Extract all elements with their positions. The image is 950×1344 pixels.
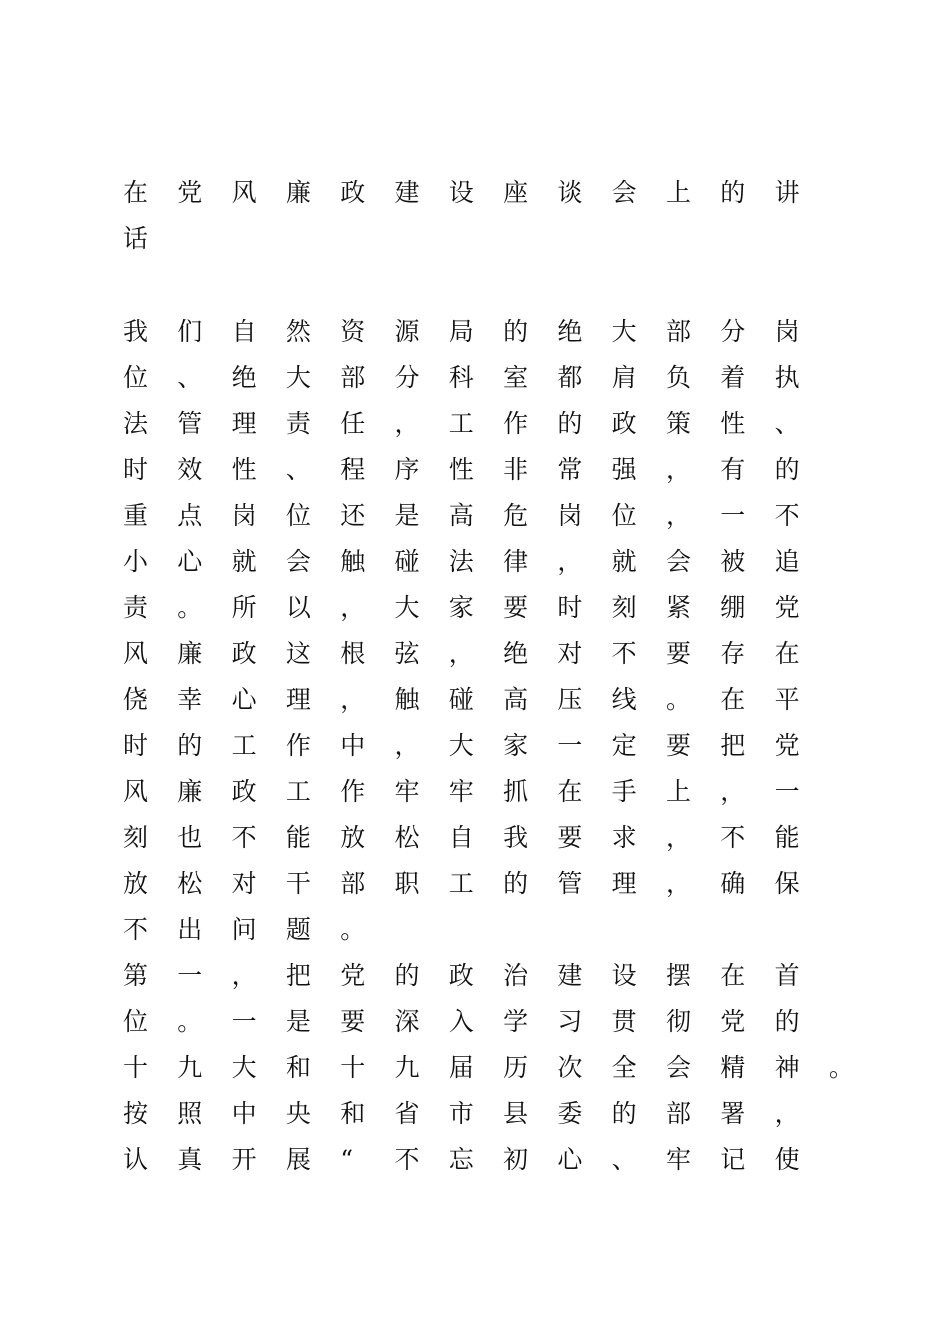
text-char: 在	[557, 777, 583, 806]
text-char: 话	[123, 224, 149, 253]
text-char: 的	[774, 455, 800, 484]
text-char: 高	[503, 685, 529, 714]
text-char: 绝	[231, 363, 257, 392]
body-line	[123, 631, 883, 677]
text-char: 理	[285, 685, 311, 714]
text-char: 署	[720, 1099, 746, 1128]
text-char: 对	[557, 639, 583, 668]
text-char: 设	[448, 178, 474, 207]
text-char: 工	[448, 409, 474, 438]
body-line	[123, 723, 883, 769]
text-char: 省	[394, 1099, 420, 1128]
text-char: 题	[285, 915, 311, 944]
body-line	[123, 447, 883, 493]
text-char: ，	[665, 501, 691, 530]
body-line	[123, 309, 883, 355]
text-char: 责	[285, 409, 311, 438]
text-char: 性	[448, 455, 474, 484]
text-char: 记	[720, 1145, 746, 1174]
text-char: 彻	[665, 1007, 691, 1036]
text-char: 不	[231, 823, 257, 852]
text-char: 我	[123, 317, 149, 346]
text-char: 小	[123, 547, 149, 576]
body-line	[123, 677, 883, 723]
text-char: 风	[123, 777, 149, 806]
text-char: 政	[611, 409, 637, 438]
text-char: 党	[720, 1007, 746, 1036]
text-char: 会	[665, 547, 691, 576]
text-char: 管	[177, 409, 203, 438]
text-char: 责	[123, 593, 149, 622]
text-char: 要	[557, 823, 583, 852]
text-char: 贯	[611, 1007, 637, 1036]
text-char: 分	[394, 363, 420, 392]
text-char: 律	[503, 547, 529, 576]
text-char: 不	[394, 1145, 420, 1174]
text-char: 我	[503, 823, 529, 852]
body-line	[123, 1091, 883, 1137]
text-char: 问	[231, 915, 257, 944]
text-char: 心	[177, 547, 203, 576]
text-char: 开	[231, 1145, 257, 1174]
document-title	[123, 170, 829, 262]
text-char: 工	[448, 869, 474, 898]
text-char: 松	[394, 823, 420, 852]
text-char: 要	[665, 639, 691, 668]
text-char: 大	[394, 593, 420, 622]
text-char: 这	[285, 639, 311, 668]
text-char: 牢	[394, 777, 420, 806]
text-char: 廉	[285, 178, 311, 207]
text-char: 危	[503, 501, 529, 530]
text-char: 法	[448, 547, 474, 576]
text-char: 是	[285, 1007, 311, 1036]
text-char: 在	[123, 178, 149, 207]
text-char: 强	[611, 455, 637, 484]
text-char: 心	[557, 1145, 583, 1174]
text-char: 理	[611, 869, 637, 898]
text-char: 理	[231, 409, 257, 438]
text-char: 廉	[177, 639, 203, 668]
body-line	[123, 1137, 883, 1183]
text-char: 摆	[665, 961, 691, 990]
text-char: 党	[340, 961, 366, 990]
body-line	[123, 539, 883, 585]
text-char: 讲	[774, 178, 800, 207]
text-char: 求	[611, 823, 637, 852]
text-char: 对	[231, 869, 257, 898]
text-char: 执	[774, 363, 800, 392]
text-char: 央	[285, 1099, 311, 1128]
text-char: 在	[720, 685, 746, 714]
body-line	[123, 953, 883, 999]
text-char: 非	[503, 455, 529, 484]
text-char: 初	[503, 1145, 529, 1174]
text-char: 侥	[123, 685, 149, 714]
text-char: 分	[720, 317, 746, 346]
text-char: ，	[340, 593, 366, 622]
text-char: 高	[448, 501, 474, 530]
text-char: 政	[231, 777, 257, 806]
text-char: 次	[557, 1053, 583, 1082]
text-char: 一	[177, 961, 203, 990]
text-char: 历	[503, 1053, 529, 1082]
text-char: 上	[665, 777, 691, 806]
text-char: 科	[448, 363, 474, 392]
text-char: 一	[720, 501, 746, 530]
text-char: 一	[557, 731, 583, 760]
text-char: 工	[285, 777, 311, 806]
text-char: 位	[123, 1007, 149, 1036]
text-char: 紧	[665, 593, 691, 622]
document-body	[123, 309, 883, 1183]
text-char: 、	[611, 1145, 637, 1174]
text-char: 不	[611, 639, 637, 668]
text-char: 序	[394, 455, 420, 484]
text-char: 手	[611, 777, 637, 806]
text-char: 风	[231, 178, 257, 207]
text-char: 线	[611, 685, 637, 714]
text-char: 使	[774, 1145, 800, 1174]
text-char: 建	[394, 178, 420, 207]
text-char: 政	[231, 639, 257, 668]
body-line	[123, 861, 883, 907]
text-char: 追	[774, 547, 800, 576]
text-char: 职	[394, 869, 420, 898]
body-line	[123, 355, 883, 401]
text-char: 部	[665, 317, 691, 346]
text-char: 首	[774, 961, 800, 990]
text-char: ，	[720, 777, 746, 806]
text-char: 、	[177, 363, 203, 392]
text-char: 部	[340, 363, 366, 392]
text-char: 不	[123, 915, 149, 944]
text-char: 和	[340, 1099, 366, 1128]
text-char: 绝	[503, 639, 529, 668]
text-char: 家	[448, 593, 474, 622]
text-char: 政	[448, 961, 474, 990]
text-char: 十	[123, 1053, 149, 1082]
text-char: 刻	[123, 823, 149, 852]
text-char: 岗	[557, 501, 583, 530]
text-char: 把	[720, 731, 746, 760]
text-char: 绝	[557, 317, 583, 346]
text-char: 程	[340, 455, 366, 484]
text-char: 也	[177, 823, 203, 852]
text-char: 谈	[557, 178, 583, 207]
body-line	[123, 815, 883, 861]
text-char: 部	[340, 869, 366, 898]
text-char: 能	[774, 823, 800, 852]
text-char: 是	[394, 501, 420, 530]
text-char: 作	[503, 409, 529, 438]
text-char: 心	[231, 685, 257, 714]
text-char: 自	[448, 823, 474, 852]
text-char: 的	[557, 409, 583, 438]
text-char: 松	[177, 869, 203, 898]
text-char: 时	[123, 455, 149, 484]
text-char: 存	[720, 639, 746, 668]
text-char: 的	[774, 1007, 800, 1036]
text-char: 所	[231, 593, 257, 622]
text-char: 还	[340, 501, 366, 530]
text-char: 们	[177, 317, 203, 346]
text-char: 放	[123, 869, 149, 898]
text-char: 精	[720, 1053, 746, 1082]
text-char: 工	[231, 731, 257, 760]
text-char: 设	[611, 961, 637, 990]
text-char: 就	[231, 547, 257, 576]
text-char: 不	[720, 823, 746, 852]
text-char: ，	[231, 961, 257, 990]
text-char: 位	[285, 501, 311, 530]
text-char: 常	[557, 455, 583, 484]
text-char: 会	[665, 1053, 691, 1082]
text-char: 十	[340, 1053, 366, 1082]
text-char: 碰	[448, 685, 474, 714]
text-char: 党	[177, 178, 203, 207]
text-char: 能	[285, 823, 311, 852]
text-char: 幸	[177, 685, 203, 714]
text-char: 、	[774, 409, 800, 438]
text-char: ，	[774, 1099, 800, 1128]
body-line	[123, 585, 883, 631]
text-char: 要	[340, 1007, 366, 1036]
title-line	[123, 170, 829, 216]
text-char: 性	[231, 455, 257, 484]
text-char: 以	[285, 593, 311, 622]
text-char: 中	[340, 731, 366, 760]
text-char: 有	[720, 455, 746, 484]
text-char: 上	[665, 178, 691, 207]
text-char: 届	[448, 1053, 474, 1082]
text-char: 不	[774, 501, 800, 530]
text-char: 。	[340, 915, 366, 944]
text-char: 的	[611, 1099, 637, 1128]
text-char: 大	[285, 363, 311, 392]
text-char: 治	[503, 961, 529, 990]
text-char: 在	[720, 961, 746, 990]
text-char: 照	[177, 1099, 203, 1128]
text-char: 抓	[503, 777, 529, 806]
text-char: 平	[774, 685, 800, 714]
text-char: ，	[665, 455, 691, 484]
text-char: 全	[611, 1053, 637, 1082]
text-char: 。	[665, 685, 691, 714]
text-char: 作	[285, 731, 311, 760]
text-char: 源	[394, 317, 420, 346]
text-char: 风	[123, 639, 149, 668]
text-char: 牢	[665, 1145, 691, 1174]
text-char: 室	[503, 363, 529, 392]
text-char: 大	[231, 1053, 257, 1082]
text-char: 政	[340, 178, 366, 207]
text-char: 的	[177, 731, 203, 760]
text-char: 任	[340, 409, 366, 438]
text-char: 真	[177, 1145, 203, 1174]
text-char: 点	[177, 501, 203, 530]
text-char: 自	[231, 317, 257, 346]
text-char: 牢	[448, 777, 474, 806]
text-char: 的	[720, 178, 746, 207]
text-char: 负	[665, 363, 691, 392]
text-char: 就	[611, 547, 637, 576]
text-char: 会	[611, 178, 637, 207]
text-char: 策	[665, 409, 691, 438]
body-line	[123, 1045, 883, 1091]
text-char: 干	[285, 869, 311, 898]
text-char: 碰	[394, 547, 420, 576]
body-line	[123, 769, 883, 815]
text-char: 触	[340, 547, 366, 576]
text-char: 深	[394, 1007, 420, 1036]
text-char: 确	[720, 869, 746, 898]
text-char: 的	[503, 869, 529, 898]
text-char: 作	[340, 777, 366, 806]
body-line	[123, 401, 883, 447]
text-char: 市	[448, 1099, 474, 1128]
text-char: 资	[340, 317, 366, 346]
text-char: 一	[231, 1007, 257, 1036]
text-char: 。	[177, 1007, 203, 1036]
body-line	[123, 907, 883, 953]
text-char: 定	[611, 731, 637, 760]
text-char: 法	[123, 409, 149, 438]
text-char: 神	[774, 1053, 800, 1082]
text-char: 时	[123, 731, 149, 760]
text-char: 肩	[611, 363, 637, 392]
body-line	[123, 999, 883, 1045]
text-char: ，	[557, 547, 583, 576]
text-char: 入	[448, 1007, 474, 1036]
text-char: 认	[123, 1145, 149, 1174]
text-char: 委	[557, 1099, 583, 1128]
text-char: “	[340, 1145, 353, 1174]
text-char: 重	[123, 501, 149, 530]
text-char: 岗	[774, 317, 800, 346]
text-char: 要	[665, 731, 691, 760]
text-char: ，	[394, 731, 420, 760]
text-char: ，	[448, 639, 474, 668]
text-char: 性	[720, 409, 746, 438]
text-char: 和	[285, 1053, 311, 1082]
text-char: 着	[720, 363, 746, 392]
text-char: 展	[285, 1145, 311, 1174]
text-char: 管	[557, 869, 583, 898]
text-char: 保	[774, 869, 800, 898]
text-char: 、	[285, 455, 311, 484]
text-char: 座	[503, 178, 529, 207]
body-line	[123, 493, 883, 539]
text-char: 放	[340, 823, 366, 852]
text-char: 要	[503, 593, 529, 622]
text-char: ，	[665, 869, 691, 898]
text-char: 刻	[611, 593, 637, 622]
text-char: 忘	[448, 1145, 474, 1174]
text-char: 位	[611, 501, 637, 530]
text-char: 县	[503, 1099, 529, 1128]
text-char: 的	[503, 317, 529, 346]
text-char: 出	[177, 915, 203, 944]
text-char: 时	[557, 593, 583, 622]
text-char: 一	[774, 777, 800, 806]
text-char: 党	[774, 593, 800, 622]
text-char: 局	[448, 317, 474, 346]
text-char: ，	[394, 409, 420, 438]
text-char: 被	[720, 547, 746, 576]
text-char: 部	[665, 1099, 691, 1128]
text-char: 习	[557, 1007, 583, 1036]
text-char: 都	[557, 363, 583, 392]
text-char: ，	[340, 685, 366, 714]
text-char: 绷	[720, 593, 746, 622]
text-char: 九	[394, 1053, 420, 1082]
text-char: 会	[285, 547, 311, 576]
text-char: 把	[285, 961, 311, 990]
text-char: 岗	[231, 501, 257, 530]
text-char: 在	[774, 639, 800, 668]
text-char: 效	[177, 455, 203, 484]
text-char: 根	[340, 639, 366, 668]
text-char: 第	[123, 961, 149, 990]
text-char: 。	[828, 1053, 854, 1082]
text-char: 然	[285, 317, 311, 346]
text-char: 廉	[177, 777, 203, 806]
text-char: 建	[557, 961, 583, 990]
text-char: 中	[231, 1099, 257, 1128]
text-char: 大	[611, 317, 637, 346]
text-char: 触	[394, 685, 420, 714]
text-char: 位	[123, 363, 149, 392]
title-line	[123, 216, 829, 262]
text-char: 大	[448, 731, 474, 760]
text-char: 的	[394, 961, 420, 990]
text-char: 家	[503, 731, 529, 760]
text-char: 按	[123, 1099, 149, 1128]
text-char: 压	[557, 685, 583, 714]
text-char: 弦	[394, 639, 420, 668]
text-char: 党	[774, 731, 800, 760]
text-char: ，	[665, 823, 691, 852]
text-char: 。	[177, 593, 203, 622]
text-char: 九	[177, 1053, 203, 1082]
text-char: 学	[503, 1007, 529, 1036]
